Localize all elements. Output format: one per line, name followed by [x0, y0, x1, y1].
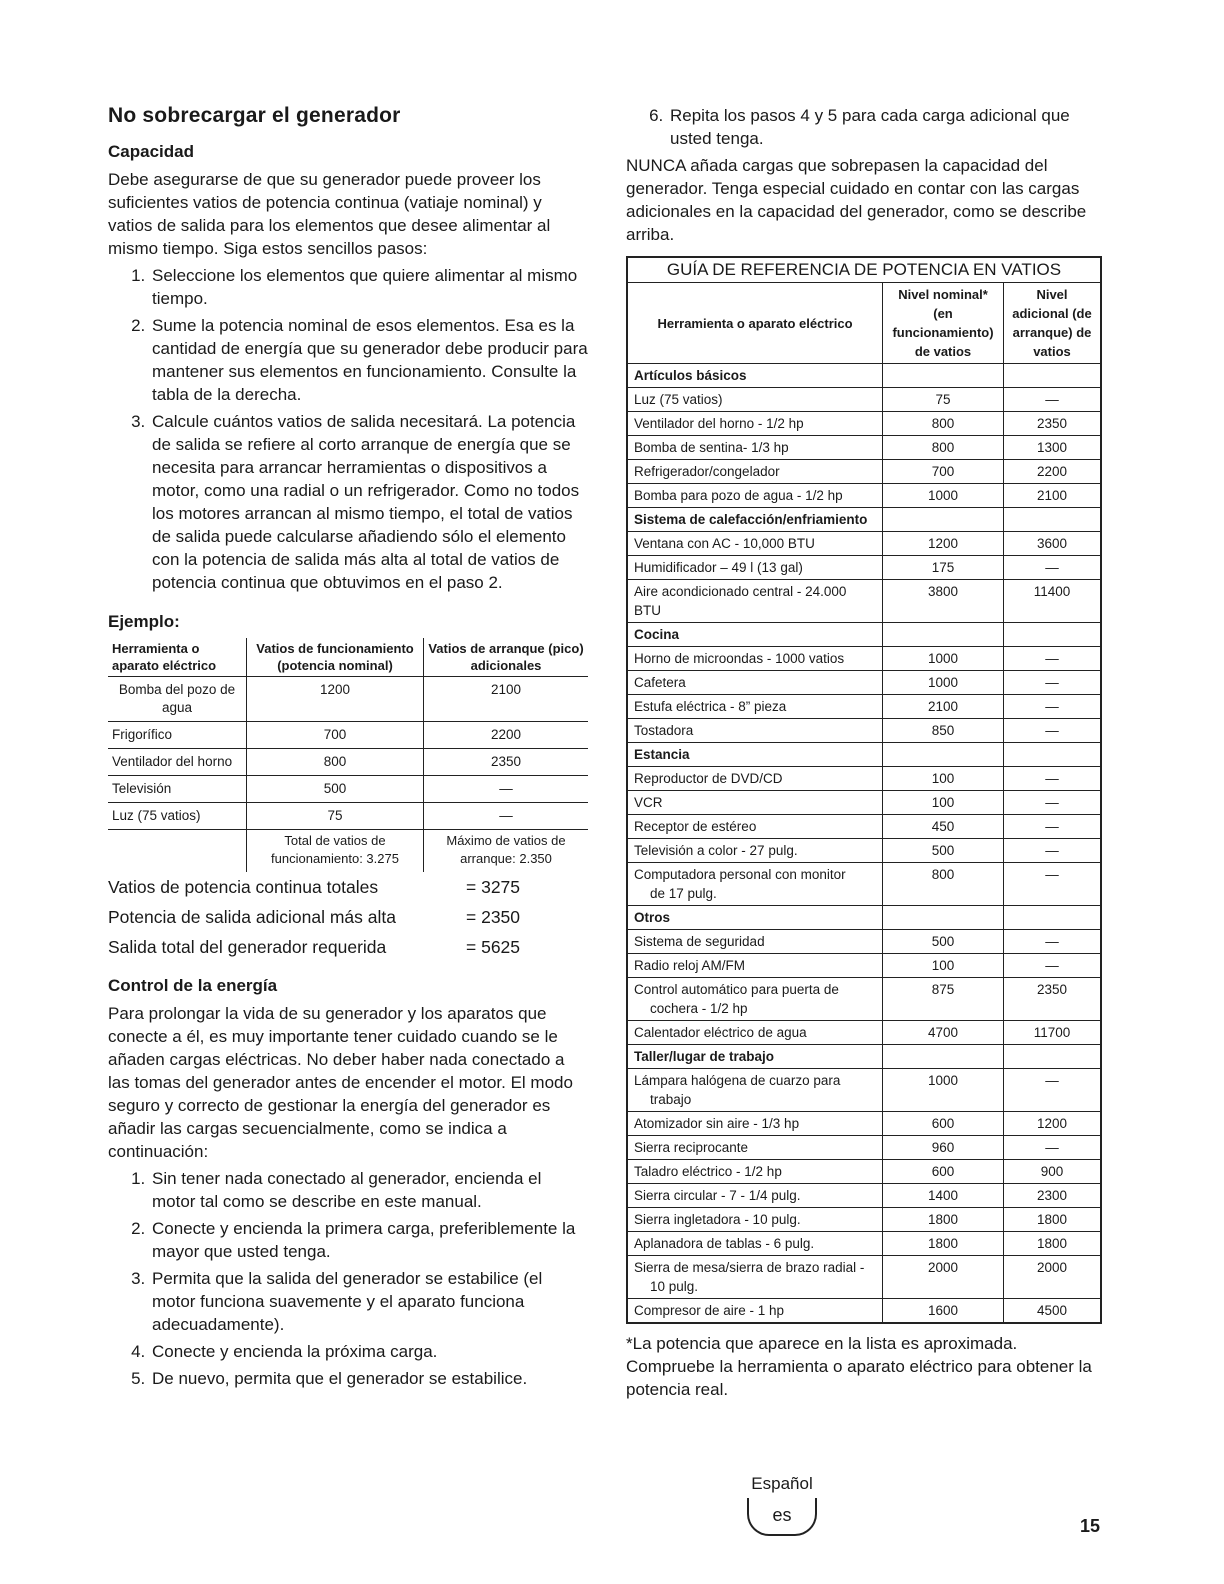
- item-name: Sistema de seguridad: [627, 930, 883, 954]
- running-watts: 1000: [883, 647, 1004, 671]
- category-row: [627, 906, 1101, 930]
- example-header: Vatios de funcionamiento (potencia nominal): [247, 638, 424, 677]
- starting-watts: 11700: [1004, 1021, 1102, 1045]
- capacity-intro: Debe asegurarse de que su generador puede proveer los suficientes vatios de potencia continua (vatiaje nominal) y vatios de salida para los elementos que desee alimentar al mismo tiempo. Siga estos sencillos pasos:: [108, 170, 551, 258]
- control-step: 1. Sin tener nada conectado al generador, encienda el motor tal como se describe en este manual.: [150, 1167, 588, 1213]
- item-name: Ventana con AC - 10,000 BTU: [627, 532, 883, 556]
- item-name: Receptor de estéreo: [627, 815, 883, 839]
- category-label: Cocina: [627, 623, 883, 647]
- running-watts: 800: [883, 863, 1004, 906]
- item-name: Sierra reciprocante: [627, 1136, 883, 1160]
- running-watts: 1400: [883, 1184, 1004, 1208]
- starting-watts: 1300: [1004, 436, 1102, 460]
- starting-watts: —: [1004, 767, 1102, 791]
- item-name: Refrigerador/congelador: [627, 460, 883, 484]
- running-watts: 800: [883, 412, 1004, 436]
- running-watts: 800: [883, 436, 1004, 460]
- table-row: Frigorífico 700 2200: [108, 722, 588, 749]
- running-watts: 100: [883, 767, 1004, 791]
- summary-row: Potencia de salida adicional más alta = 2350: [108, 907, 521, 927]
- category-label: Taller/lugar de trabajo: [627, 1045, 883, 1069]
- starting-watts: —: [1004, 815, 1102, 839]
- capacity-heading: Capacidad: [108, 142, 194, 161]
- page-number: 15: [1080, 1516, 1101, 1536]
- example-header: Vatios de arranque (pico) adicionales: [424, 638, 589, 677]
- reference-header: Nivel nominal* (en funcionamiento) de vatios: [883, 283, 1004, 364]
- starting-watts: 2350: [1004, 412, 1102, 436]
- item-name: Televisión a color - 27 pulg.: [627, 839, 883, 863]
- table-row: [627, 1232, 1101, 1256]
- table-row: Televisión 500 —: [108, 776, 588, 803]
- starting-watts: 900: [1004, 1160, 1102, 1184]
- item-name: Sierra ingletadora - 10 pulg.: [627, 1208, 883, 1232]
- table-row: [627, 1256, 1101, 1299]
- starting-watts: —: [1004, 1069, 1102, 1112]
- control-step: 5. De nuevo, permita que el generador se estabilice.: [150, 1367, 588, 1390]
- starting-watts: 2300: [1004, 1184, 1102, 1208]
- language-label: Español: [751, 1474, 813, 1493]
- table-row: Ventilador del horno 800 2350: [108, 749, 588, 776]
- table-row: [627, 1299, 1101, 1324]
- table-row: [627, 460, 1101, 484]
- summary-row: Vatios de potencia continua totales = 3275: [108, 877, 521, 897]
- table-row: [627, 580, 1101, 623]
- starting-watts: 1800: [1004, 1232, 1102, 1256]
- running-watts: 1600: [883, 1299, 1004, 1324]
- table-row: [627, 671, 1101, 695]
- control-step: 3. Permita que la salida del generador se estabilice (el motor funciona suavemente y el aparato funciona adecuadamente).: [150, 1267, 588, 1336]
- totals-row: [108, 830, 588, 873]
- control-text: Para prolongar la vida de su generador y los aparatos que conecte a él, es muy importante tener cuidado cuando se le añaden cargas eléctricas. No deber haber nada conectado a las tomas del generador antes de encender el motor. El modo seguro y correcto de gestionar la energía del generador es añadir las cargas secuencialmente, como se indica a continuación:: [108, 1004, 573, 1161]
- running-watts: 1800: [883, 1208, 1004, 1232]
- table-row: [627, 484, 1101, 508]
- table-row: [627, 1184, 1101, 1208]
- item-name: Estufa eléctrica - 8” pieza: [627, 695, 883, 719]
- item-name: Lámpara halógena de cuarzo para trabajo: [627, 1069, 883, 1112]
- category-label: Otros: [627, 906, 883, 930]
- running-watts: 75: [883, 388, 1004, 412]
- table-row: [627, 978, 1101, 1021]
- item-name: Cafetera: [627, 671, 883, 695]
- capacity-step: 3. Calcule cuántos vatios de salida necesitará. La potencia de salida se refiere al corto arranque de energía que se necesita para arrancar herramientas o dispositivos a motor, como una radial o un refrigerador. Como no todos los motores arrancan al mismo tiempo, el total de vatios de salida puede calcularse añadiendo sólo el elemento con la potencia de salida más alta al total de vatios de potencia continua que obtuvimos en el paso 2.: [150, 410, 588, 594]
- item-name: Bomba de sentina- 1/3 hp: [627, 436, 883, 460]
- running-watts: 600: [883, 1112, 1004, 1136]
- item-name: Horno de microondas - 1000 vatios: [627, 647, 883, 671]
- running-watts: 850: [883, 719, 1004, 743]
- table-row: [627, 556, 1101, 580]
- table-row: [627, 863, 1101, 906]
- category-row: [627, 623, 1101, 647]
- capacity-step: 2. Sume la potencia nominal de esos elementos. Esa es la cantidad de energía que su generador debe producir para mantener sus elementos en funcionamiento. Consulte la tabla de la derecha.: [150, 314, 588, 406]
- running-watts: 2000: [883, 1256, 1004, 1299]
- control-step-6: 6. Repita los pasos 4 y 5 para cada carga adicional que usted tenga.: [668, 104, 1108, 150]
- item-name: Aire acondicionado central - 24.000 BTU: [627, 580, 883, 623]
- warning-text: NUNCA añada cargas que sobrepasen la capacidad del generador. Tenga especial cuidado en contar con las cargas adicionales en la capacidad del generador, como se describe arriba.: [626, 156, 1087, 244]
- table-row: [627, 532, 1101, 556]
- starting-watts: 2000: [1004, 1256, 1102, 1299]
- control-steps: [108, 1167, 588, 1390]
- table-row: [627, 695, 1101, 719]
- running-watts: 450: [883, 815, 1004, 839]
- item-name: Tostadora: [627, 719, 883, 743]
- running-watts: 1000: [883, 1069, 1004, 1112]
- running-watts: 875: [883, 978, 1004, 1021]
- starting-watts: —: [1004, 671, 1102, 695]
- left-column: [108, 104, 588, 1394]
- category-row: [627, 1045, 1101, 1069]
- category-row: [627, 508, 1101, 532]
- example-header: Herramienta o aparato eléctrico: [108, 638, 247, 677]
- item-name: Computadora personal con monitor de 17 pulg.: [627, 863, 883, 906]
- total-running: Total de vatios de funcionamiento: 3.275: [247, 830, 424, 873]
- capacity-steps: [108, 264, 588, 594]
- running-watts: 1200: [883, 532, 1004, 556]
- starting-watts: —: [1004, 719, 1102, 743]
- reference-table-body: [627, 364, 1101, 1324]
- table-row: [627, 719, 1101, 743]
- item-name: Radio reloj AM/FM: [627, 954, 883, 978]
- control-step: 2. Conecte y encienda la primera carga, preferiblemente la mayor que usted tenga.: [150, 1217, 588, 1263]
- table-row: Luz (75 vatios) 75 —: [108, 803, 588, 830]
- item-name: Luz (75 vatios): [627, 388, 883, 412]
- example-table: [108, 638, 588, 872]
- item-name: Aplanadora de tablas - 6 pulg.: [627, 1232, 883, 1256]
- item-name: Ventilador del horno - 1/2 hp: [627, 412, 883, 436]
- table-row: [627, 815, 1101, 839]
- item-name: Control automático para puerta de cochera - 1/2 hp: [627, 978, 883, 1021]
- table-row: [627, 1112, 1101, 1136]
- running-watts: 960: [883, 1136, 1004, 1160]
- item-name: Calentador eléctrico de agua: [627, 1021, 883, 1045]
- footnote: *La potencia que aparece en la lista es aproximada. Compruebe la herramienta o aparato eléctrico para obtener la potencia real.: [626, 1334, 1092, 1399]
- item-name: Compresor de aire - 1 hp: [627, 1299, 883, 1324]
- item-name: Sierra circular - 7 - 1/4 pulg.: [627, 1184, 883, 1208]
- running-watts: 600: [883, 1160, 1004, 1184]
- starting-watts: —: [1004, 556, 1102, 580]
- table-row: [627, 388, 1101, 412]
- running-watts: 2100: [883, 695, 1004, 719]
- category-label: Artículos básicos: [627, 364, 883, 388]
- table-row: [627, 839, 1101, 863]
- running-watts: 175: [883, 556, 1004, 580]
- right-column: [626, 104, 1108, 1401]
- starting-watts: 2200: [1004, 460, 1102, 484]
- summary: [108, 872, 588, 962]
- starting-watts: —: [1004, 863, 1102, 906]
- running-watts: 1800: [883, 1232, 1004, 1256]
- starting-watts: 2350: [1004, 978, 1102, 1021]
- language-badge: es: [747, 1498, 817, 1536]
- summary-row: Salida total del generador requerida = 5625: [108, 937, 521, 957]
- table-row: [627, 1160, 1101, 1184]
- running-watts: 4700: [883, 1021, 1004, 1045]
- item-name: Humidificador – 49 l (13 gal): [627, 556, 883, 580]
- item-name: Sierra de mesa/sierra de brazo radial - 10 pulg.: [627, 1256, 883, 1299]
- starting-watts: —: [1004, 954, 1102, 978]
- table-row: [627, 1021, 1101, 1045]
- reference-table: [626, 256, 1102, 1324]
- running-watts: 3800: [883, 580, 1004, 623]
- running-watts: 100: [883, 954, 1004, 978]
- table-row: [627, 930, 1101, 954]
- table-row: Bomba del pozo de agua 1200 2100: [108, 677, 588, 722]
- running-watts: 1000: [883, 671, 1004, 695]
- starting-watts: 11400: [1004, 580, 1102, 623]
- starting-watts: —: [1004, 1136, 1102, 1160]
- starting-watts: 1800: [1004, 1208, 1102, 1232]
- starting-watts: 1200: [1004, 1112, 1102, 1136]
- reference-table-title: GUÍA DE REFERENCIA DE POTENCIA EN VATIOS: [627, 257, 1101, 283]
- reference-header: Nivel adicional (de arranque) de vatios: [1004, 283, 1102, 364]
- item-name: VCR: [627, 791, 883, 815]
- category-row: [627, 364, 1101, 388]
- category-label: Estancia: [627, 743, 883, 767]
- starting-watts: —: [1004, 388, 1102, 412]
- item-name: Taladro eléctrico - 1/2 hp: [627, 1160, 883, 1184]
- item-name: Bomba para pozo de agua - 1/2 hp: [627, 484, 883, 508]
- step-six-list: [626, 104, 1108, 150]
- starting-watts: —: [1004, 695, 1102, 719]
- running-watts: 1000: [883, 484, 1004, 508]
- control-heading: Control de la energía: [108, 976, 278, 995]
- starting-watts: —: [1004, 791, 1102, 815]
- item-name: Reproductor de DVD/CD: [627, 767, 883, 791]
- table-row: [627, 954, 1101, 978]
- table-row: [627, 1069, 1101, 1112]
- control-step: 4. Conecte y encienda la próxima carga.: [150, 1340, 588, 1363]
- table-row: [627, 767, 1101, 791]
- table-row: [627, 791, 1101, 815]
- table-row: [627, 436, 1101, 460]
- example-heading: Ejemplo:: [108, 612, 180, 631]
- running-watts: 500: [883, 839, 1004, 863]
- running-watts: 700: [883, 460, 1004, 484]
- table-row: [627, 647, 1101, 671]
- starting-watts: 4500: [1004, 1299, 1102, 1324]
- running-watts: 100: [883, 791, 1004, 815]
- starting-watts: 2100: [1004, 484, 1102, 508]
- max-starting: Máximo de vatios de arranque: 2.350: [446, 833, 566, 866]
- capacity-step: 1. Seleccione los elementos que quiere alimentar al mismo tiempo.: [150, 264, 588, 310]
- starting-watts: —: [1004, 839, 1102, 863]
- table-row: [627, 1208, 1101, 1232]
- item-name: Atomizador sin aire - 1/3 hp: [627, 1112, 883, 1136]
- starting-watts: 3600: [1004, 532, 1102, 556]
- reference-header: Herramienta o aparato eléctrico: [627, 283, 883, 364]
- page-title: No sobrecargar el generador: [108, 104, 401, 127]
- category-row: [627, 743, 1101, 767]
- starting-watts: —: [1004, 930, 1102, 954]
- table-row: [627, 412, 1101, 436]
- category-label: Sistema de calefacción/enfriamiento: [627, 508, 883, 532]
- table-row: [627, 1136, 1101, 1160]
- starting-watts: —: [1004, 647, 1102, 671]
- running-watts: 500: [883, 930, 1004, 954]
